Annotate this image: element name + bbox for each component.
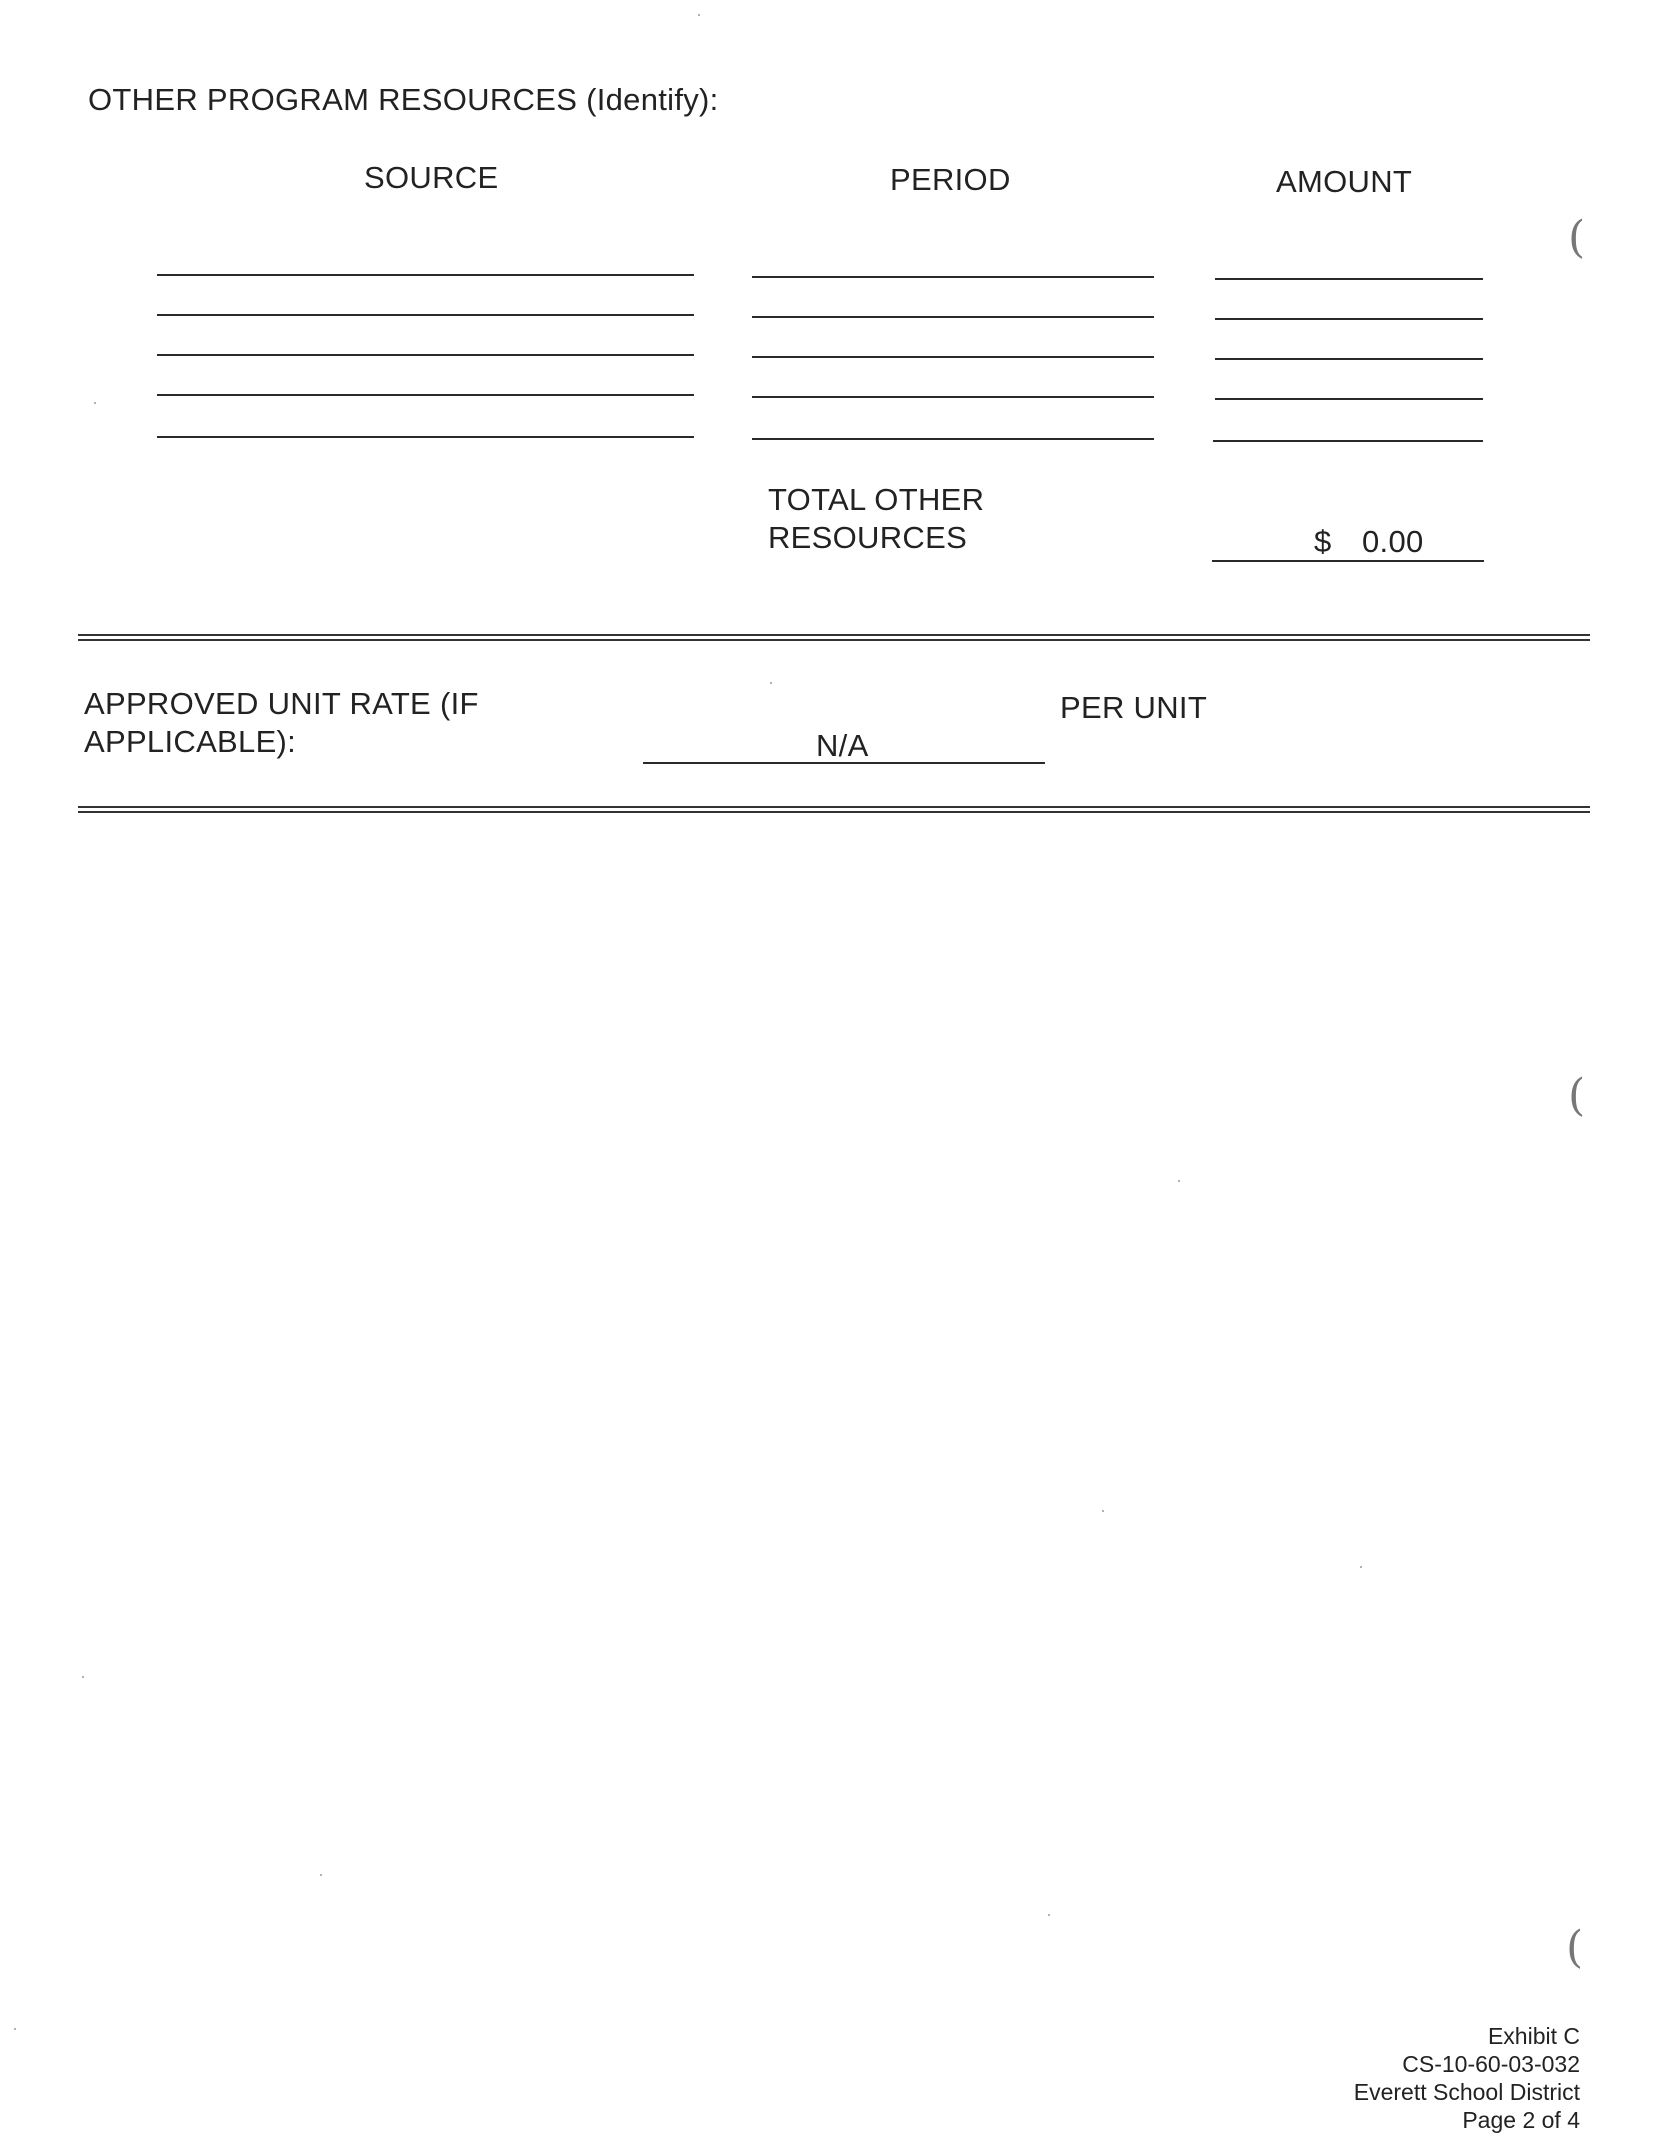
unit-rate-field-line[interactable] [643,762,1045,764]
scan-speck [1048,1914,1050,1916]
scan-speck [698,14,700,16]
period-field-line[interactable] [752,356,1154,358]
period-field-line[interactable] [752,438,1154,440]
total-label-line2: RESOURCES [768,520,968,555]
scan-speck [94,402,96,404]
scan-speck [770,682,772,684]
footer-page-number: Page 2 of 4 [1462,2107,1580,2133]
footer-district: Everett School District [1353,2079,1580,2105]
scan-speck [320,1874,322,1876]
unit-rate-label-line1: APPROVED UNIT RATE (IF [84,686,479,721]
binder-hole-mark: ( [1568,1070,1586,1121]
scan-speck [1178,1180,1180,1182]
amount-field-line[interactable] [1215,278,1483,280]
column-header-period: PERIOD [890,162,1011,197]
period-field-line[interactable] [752,316,1154,318]
column-header-source: SOURCE [364,160,499,195]
unit-rate-label-line2: APPLICABLE): [84,724,297,759]
scan-speck [14,2028,16,2030]
binder-hole-mark: ( [1568,212,1586,263]
source-field-line[interactable] [157,274,694,276]
amount-field-line[interactable] [1215,318,1483,320]
scan-speck [82,1676,84,1678]
source-field-line[interactable] [157,394,694,396]
amount-field-line[interactable] [1215,398,1483,400]
total-value: 0.00 [1362,524,1424,559]
total-label-line1: TOTAL OTHER [768,482,985,517]
amount-field-line[interactable] [1213,440,1483,442]
source-field-line[interactable] [157,354,694,356]
period-field-line[interactable] [752,396,1154,398]
per-unit-label: PER UNIT [1060,690,1208,725]
period-field-line[interactable] [752,276,1154,278]
section-divider [78,634,1590,641]
amount-field-line[interactable] [1215,358,1483,360]
source-field-line[interactable] [157,314,694,316]
total-field-line [1212,560,1484,562]
footer-exhibit: Exhibit C [1487,2023,1580,2049]
section-title: OTHER PROGRAM RESOURCES (Identify): [88,82,719,117]
document-footer [1354,2022,1580,2134]
scan-speck [1102,1510,1104,1512]
column-header-amount: AMOUNT [1276,164,1413,199]
total-currency-symbol: $ [1314,524,1332,559]
footer-code: CS-10-60-03-032 [1402,2051,1580,2077]
source-field-line[interactable] [157,436,694,438]
section-divider [78,806,1590,813]
binder-hole-mark: ( [1566,1922,1584,1973]
unit-rate-value: N/A [816,728,869,763]
scan-speck [1360,1566,1362,1568]
